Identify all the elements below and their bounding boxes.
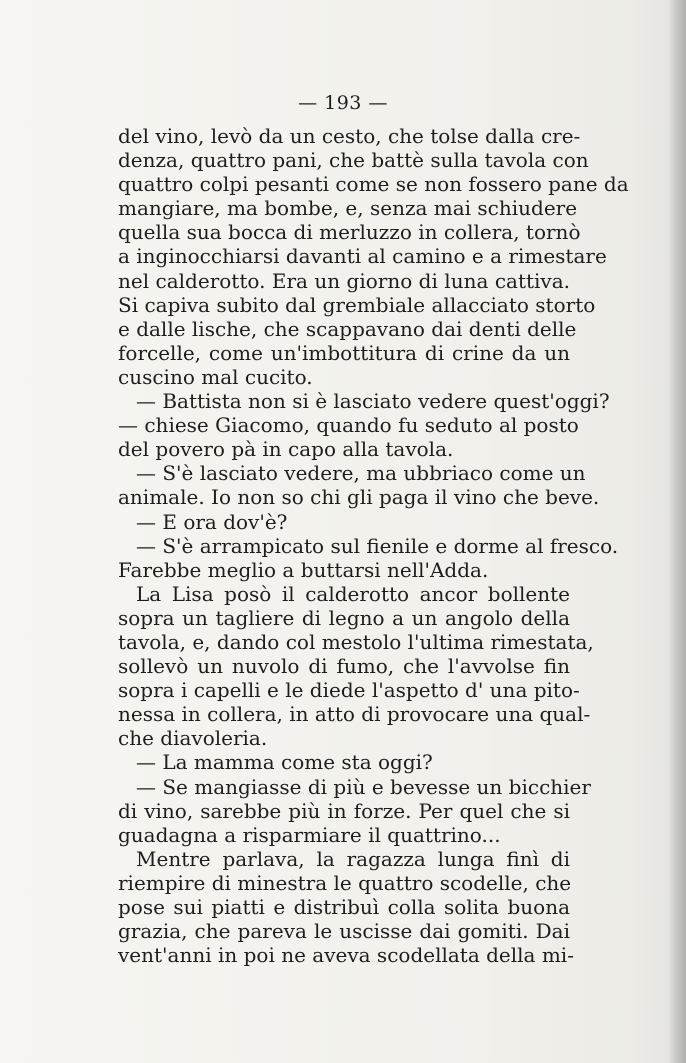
text-line: e dalle lische, che scappavano dai denti delle — [118, 316, 577, 341]
text-line: pose sui piatti e distribuì colla solita buona — [118, 895, 570, 919]
text-line: — S'è lasciato vedere, ma ubbriaco come un — [136, 461, 586, 486]
text-line: a inginocchiarsi davanti al camino e a rimestare — [118, 244, 607, 269]
body-text — [118, 124, 629, 968]
text-line: — S'è arrampicato sul fienile e dorme al fresco. — [136, 533, 619, 558]
text-line: Si capiva subito dal grembiale allacciato storto — [118, 292, 596, 317]
text-line: forcelle, come un'imbottitura di crine da un — [118, 340, 570, 365]
text-line: riempire di minestra le quattro scodelle, che — [118, 870, 572, 895]
text-line: vent'anni in poi ne aveva scodellata della mi- — [118, 943, 574, 968]
text-line: Mentre parlava, la ragazza lunga finì di — [136, 846, 570, 871]
page-number: — 193 — — [298, 92, 388, 114]
text-line: tavola, e, dando col mestolo l'ultima rimestata, — [118, 629, 594, 654]
text-line: — Se mangiasse di più e bevesse un bicchier — [136, 774, 591, 799]
text-line: che diavoleria. — [118, 726, 268, 751]
text-line: — chiese Giacomo, quando fu seduto al posto — [118, 413, 579, 438]
text-line: del povero pà in capo alla tavola. — [118, 437, 454, 462]
page-gutter-shadow — [668, 0, 686, 1063]
text-line: animale. Io non so chi gli paga il vino che beve. — [118, 485, 600, 510]
text-line: sopra i capelli e le diede l'aspetto d' una pito- — [118, 678, 580, 703]
text-line: Farebbe meglio a buttarsi nell'Adda. — [118, 557, 489, 582]
text-line: del vino, levò da un cesto, che tolse dalla cre- — [118, 124, 581, 148]
text-line: nel calderotto. Era un giorno di luna cattiva. — [118, 268, 570, 293]
text-line: La Lisa posò il calderotto ancor bollente — [136, 581, 570, 606]
text-line: di vino, sarebbe più in forze. Per quel che si — [118, 798, 570, 823]
text-line: — E ora dov'è? — [136, 509, 288, 534]
text-line: — La mamma come sta oggi? — [136, 750, 433, 775]
text-line: denza, quattro pani, che battè sulla tavola con — [118, 148, 589, 173]
text-line: guadagna a risparmiare il quattrino... — [118, 822, 501, 847]
text-line: — Battista non si è lasciato vedere quest'oggi? — [136, 389, 610, 414]
text-line: sollevò un nuvolo di fumo, che l'avvolse fin — [118, 654, 570, 679]
text-line: cuscino mal cucito. — [118, 364, 313, 389]
text-line: sopra un tagliere di legno a un angolo della — [118, 605, 570, 630]
text-line: mangiare, ma bombe, e, senza mai schiudere — [118, 196, 578, 221]
text-line: quella sua bocca di merluzzo in collera, tornò — [118, 220, 581, 245]
text-line: quattro colpi pesanti come se non fossero pane da — [118, 172, 629, 197]
text-line: nessa in collera, in atto di provocare una qual- — [118, 702, 591, 727]
text-line: grazia, che pareva le uscisse dai gomiti. Dai — [118, 919, 570, 944]
